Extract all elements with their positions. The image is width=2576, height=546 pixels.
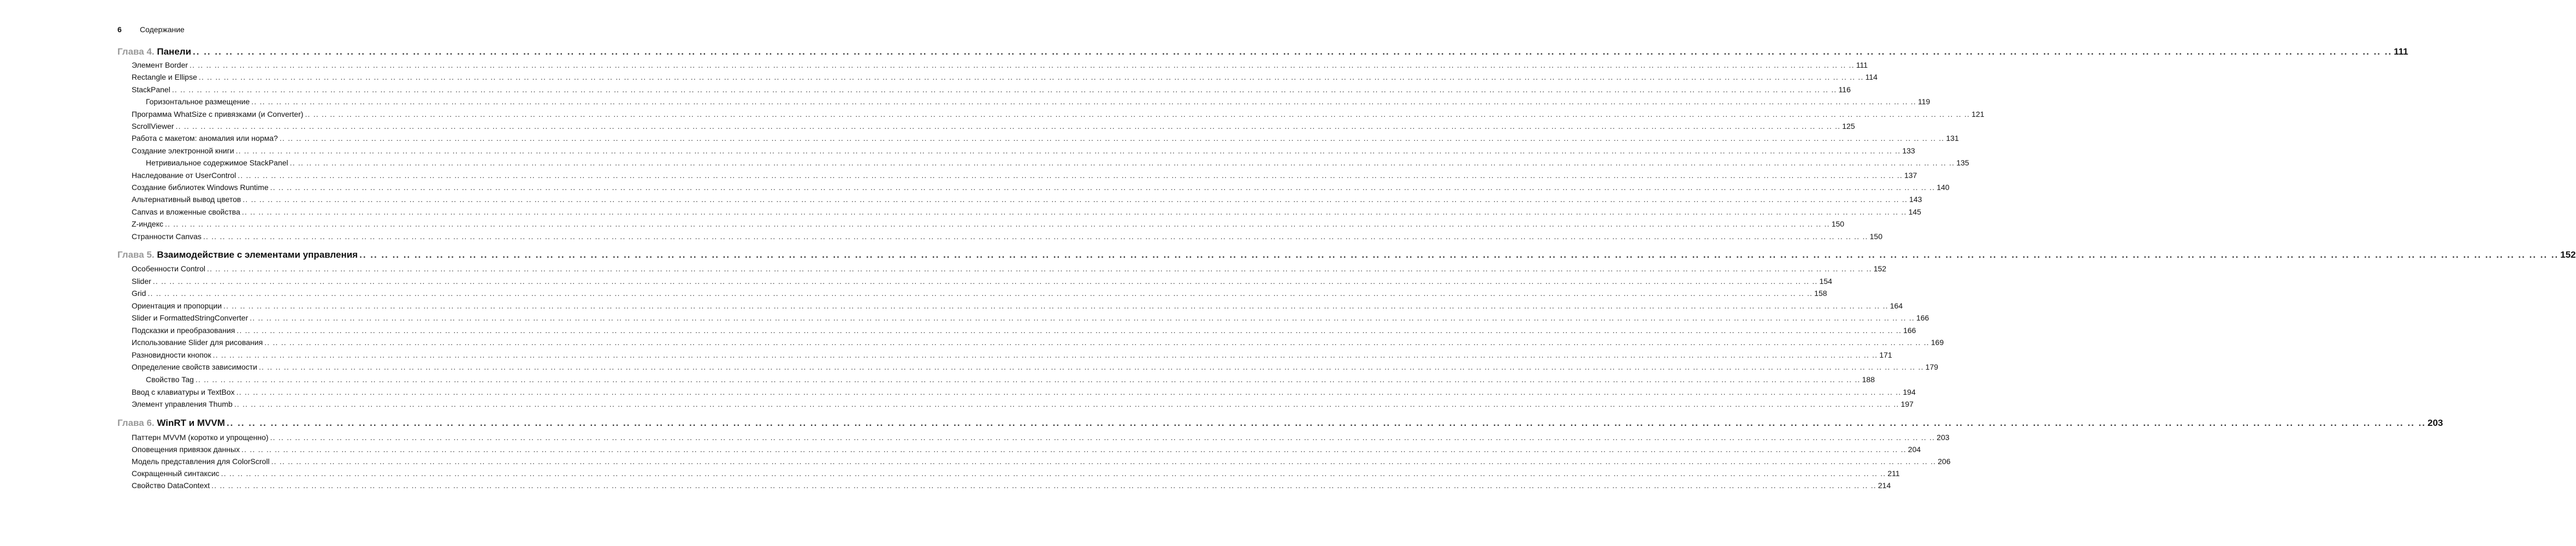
toc-entry (132, 134, 1959, 143)
entry-page: 197 (1900, 400, 1914, 409)
entry-title: Rectangle и Ellipse (132, 73, 197, 82)
dot-leader: .. .. .. .. .. .. .. .. .. .. .. .. .. .. .. .. .. .. .. .. .. .. .. .. .. .. .. .. .. .. .. .. .. .. .. .. .. .. .. .. .. .. .. .. .. .. .. .. .. .. .. .. .. .. .. .. .. .. .. .. .. .. .. .. .. .. .. .. .. .. .. .. .. .. .. .. .. .. .. .. .. .. .. .. .. .. .. .. .. .. .. .. .. .. .. .. .. .. .. .. .. .. .. .. .. .. .. .. .. .. .. .. .. .. .. .. .. .. .. .. .. .. .. .. .. .. .. .. .. .. .. .. .. .. .. .. .. .. .. .. .. .. .. .. .. .. .. .. .. .. .. .. .. .. .. .. .. .. .. .. .. .. .. .. .. .. .. .. .. .. .. .. .. .. .. .. .. .. .. .. .. .. .. .. .. .. .. .. .. .. .. .. .. .. .. .. .. .. .. .. (289, 158, 1955, 168)
chapter-label (117, 46, 193, 57)
toc-entry (132, 207, 1921, 216)
dot-leader: .. .. .. .. .. .. .. .. .. .. .. .. .. .. .. .. .. .. .. .. .. .. .. .. .. .. .. .. .. .. .. .. .. .. .. .. .. .. .. .. .. .. .. .. .. .. .. .. .. .. .. .. .. .. .. .. .. .. .. .. .. .. .. .. .. .. .. .. .. .. .. .. .. .. .. .. .. .. .. .. .. .. .. .. .. .. .. .. .. .. .. .. .. .. .. .. .. .. .. .. .. .. .. .. .. .. .. .. .. .. .. .. .. .. .. .. .. .. .. .. .. .. .. .. .. .. .. .. .. .. .. .. .. .. .. .. .. .. .. .. .. .. .. .. .. .. .. .. .. .. .. .. .. .. .. .. .. .. .. .. .. .. .. .. .. .. .. .. .. .. .. .. .. .. .. .. .. .. .. .. .. .. .. .. .. .. .. .. .. .. .. .. .. .. .. .. .. .. .. .. (270, 433, 1935, 442)
toc-entry (132, 400, 1914, 409)
entry-page: 121 (1971, 109, 1985, 118)
dot-leader: .. .. .. .. .. .. .. .. .. .. .. .. .. .. .. .. .. .. .. .. .. .. .. .. .. .. .. .. .. .. .. .. .. .. .. .. .. .. .. .. .. .. .. .. .. .. .. .. .. .. .. .. .. .. .. .. .. .. .. .. .. .. .. .. .. .. .. .. .. .. .. .. .. .. .. .. .. .. .. .. .. .. .. .. .. .. .. .. .. .. .. .. .. .. .. .. .. .. .. .. .. .. .. .. .. .. .. .. .. .. .. .. .. .. .. .. .. .. .. .. .. .. .. .. .. .. .. .. .. .. .. .. .. .. .. .. .. .. .. .. .. .. .. .. .. .. .. .. .. .. .. .. .. .. .. .. .. .. .. .. .. .. .. .. .. .. .. .. .. .. .. .. .. .. .. .. .. .. .. .. .. .. .. .. .. .. .. .. .. .. .. .. .. .. .. .. .. .. .. .. (212, 350, 1878, 359)
entry-page: 204 (1908, 445, 1921, 454)
dot-leader: .. .. .. .. .. .. .. .. .. .. .. .. .. .. .. .. .. .. .. .. .. .. .. .. .. .. .. .. .. .. .. .. .. .. .. .. .. .. .. .. .. .. .. .. .. .. .. .. .. .. .. .. .. .. .. .. .. .. .. .. .. .. .. .. .. .. .. .. .. .. .. .. .. .. .. .. .. .. .. .. .. .. .. .. .. .. .. .. .. .. .. .. .. .. .. .. .. .. .. .. .. .. .. .. .. .. .. .. .. .. .. .. .. .. .. .. .. .. .. .. .. .. .. .. .. .. .. .. .. .. .. .. .. .. .. .. .. .. .. .. .. .. .. .. .. .. .. .. .. .. .. .. .. .. .. .. .. .. .. .. .. .. .. .. .. .. .. .. .. .. .. .. .. .. .. .. .. .. .. .. .. .. .. .. .. .. .. .. .. .. .. .. .. .. .. .. .. .. .. .. (236, 387, 1902, 396)
entry-page: 169 (1930, 338, 1944, 347)
toc-entry (132, 433, 1950, 442)
entry-title: Создание электронной книги (132, 146, 234, 155)
dot-leader: .. .. .. .. .. .. .. .. .. .. .. .. .. .. .. .. .. .. .. .. .. .. .. .. .. .. .. .. .. .. .. .. .. .. .. .. .. .. .. .. .. .. .. .. .. .. .. .. .. .. .. .. .. .. .. .. .. .. .. .. .. .. .. .. .. .. .. .. .. .. .. .. .. .. .. .. .. .. .. .. .. .. .. .. .. .. .. .. .. .. .. .. .. .. .. .. .. .. .. .. .. .. .. .. .. .. .. .. .. .. .. .. .. .. .. .. .. .. .. .. .. .. .. .. .. .. .. .. .. .. .. .. .. .. .. .. .. .. .. .. .. .. .. .. .. .. .. .. .. .. .. .. .. .. .. .. .. .. .. .. .. .. .. .. .. .. .. .. .. .. .. .. .. .. .. .. .. .. .. .. .. .. .. .. .. .. .. .. .. .. .. .. .. .. .. .. .. .. .. .. (223, 301, 1888, 310)
entry-title: StackPanel (132, 85, 170, 94)
toc-entry (132, 232, 1882, 241)
chapter-label (117, 250, 359, 260)
entry-title: Свойство DataContext (132, 481, 210, 490)
toc-entry (132, 445, 1921, 454)
chapter-page: 111 (2394, 46, 2408, 57)
dot-leader: .. .. .. .. .. .. .. .. .. .. .. .. .. .. .. .. .. .. .. .. .. .. .. .. .. .. .. .. .. .. .. .. .. .. .. .. .. .. .. .. .. .. .. .. .. .. .. .. .. .. .. .. .. .. .. .. .. .. .. .. .. .. .. .. .. .. .. .. .. .. .. .. .. .. .. .. .. .. .. .. .. .. .. .. .. .. .. .. .. .. .. .. .. .. .. .. .. .. .. .. .. .. .. .. .. .. .. .. .. .. .. .. .. .. .. .. .. .. .. .. .. .. .. .. .. .. .. .. .. .. .. .. .. .. .. .. .. .. .. .. .. .. .. .. .. .. .. .. .. .. .. .. .. .. .. .. .. .. .. .. .. .. .. .. .. .. .. .. .. .. .. .. .. .. .. .. .. .. .. .. .. .. .. .. .. .. .. .. .. .. .. .. .. .. .. .. .. .. .. .. (251, 97, 1916, 106)
dot-leader: .. .. .. .. .. .. .. .. .. .. .. .. .. .. .. .. .. .. .. .. .. .. .. .. .. .. .. .. .. .. .. .. .. .. .. .. .. .. .. .. .. .. .. .. .. .. .. .. .. .. .. .. .. .. .. .. .. .. .. .. .. .. .. .. .. .. .. .. .. .. .. .. .. .. .. .. .. .. .. .. .. .. .. .. .. .. .. .. .. .. .. .. .. .. .. .. .. .. .. .. .. .. .. .. .. .. .. .. .. .. .. .. .. .. .. .. .. .. .. .. .. .. .. .. .. .. .. .. .. .. .. .. .. .. .. .. .. .. .. .. .. .. .. .. .. .. .. .. .. .. .. .. .. .. .. .. .. .. .. .. .. .. .. .. .. .. .. .. .. .. .. .. .. .. .. .. .. .. .. .. .. .. .. .. .. .. .. .. .. .. .. .. .. .. .. .. .. .. .. .. (147, 289, 1813, 298)
entry-page: 206 (1938, 457, 1951, 466)
toc-entry (132, 350, 1892, 359)
entry-title: Программа WhatSize с привязками (и Converter) (132, 109, 304, 118)
dot-leader: .. .. .. .. .. .. .. .. .. .. .. .. .. .. .. .. .. .. .. .. .. .. .. .. .. .. .. .. .. .. .. .. .. .. .. .. .. .. .. .. .. .. .. .. .. .. .. .. .. .. .. .. .. .. .. .. .. .. .. .. .. .. .. .. .. .. .. .. .. .. .. .. .. .. .. .. .. .. .. .. .. .. .. .. .. .. .. .. .. .. .. .. .. .. .. .. .. .. .. .. .. .. .. .. .. .. .. .. .. .. .. .. .. .. .. .. .. .. .. .. .. .. .. .. .. .. .. .. .. .. .. .. .. .. .. .. .. .. .. .. .. .. .. .. .. .. .. .. .. .. .. .. .. .. .. .. .. .. .. .. .. .. .. .. .. .. .. .. .. .. .. .. .. .. .. .. .. .. .. .. .. .. .. .. .. .. .. .. .. .. .. .. .. .. .. .. .. .. .. .. (211, 481, 1876, 490)
page-number: 6 (117, 25, 122, 34)
dot-leader: .. .. .. .. .. .. .. .. .. .. .. .. .. .. .. .. .. .. .. .. .. .. .. .. .. .. .. .. .. .. .. .. .. .. .. .. .. .. .. .. .. .. .. .. .. .. .. .. .. .. .. .. .. .. .. .. .. .. .. .. .. .. .. .. .. .. .. .. .. .. .. .. .. .. .. .. .. .. .. .. .. .. .. .. .. .. .. .. .. .. .. .. .. .. .. .. .. .. .. .. .. .. .. .. .. .. .. .. .. .. .. .. .. .. .. .. .. .. .. .. .. .. .. .. .. .. .. .. .. .. .. .. .. .. .. .. .. .. .. .. .. .. .. .. .. .. .. .. .. .. .. .. .. .. .. .. .. .. .. .. .. .. .. .. .. .. .. .. .. .. .. .. .. .. .. .. .. .. .. .. .. .. .. .. .. .. .. .. .. .. .. .. .. .. .. .. .. .. .. .. (279, 134, 1945, 143)
entry-title: Свойство Tag (146, 375, 194, 384)
toc-entry (132, 122, 1855, 130)
chapter-label (117, 418, 227, 429)
dot-leader: .. .. .. .. .. .. .. .. .. .. .. .. .. .. .. .. .. .. .. .. .. .. .. .. .. .. .. .. .. .. .. .. .. .. .. .. .. .. .. .. .. .. .. .. .. .. .. .. .. .. .. .. .. .. .. .. .. .. .. .. .. .. .. .. .. .. .. .. .. .. .. .. .. .. .. .. .. .. .. .. .. .. .. .. .. .. .. .. .. .. .. .. .. .. .. .. .. .. .. .. .. .. .. .. .. .. .. .. .. .. .. .. .. .. .. .. .. .. .. .. .. .. .. .. .. .. .. .. .. .. .. .. .. .. .. .. .. .. .. .. .. .. .. .. .. .. .. .. .. .. .. .. .. .. .. .. .. .. .. .. .. .. .. .. .. .. .. .. .. .. .. .. .. .. .. .. .. .. .. .. .. .. .. .. .. .. .. .. .. .. .. .. .. .. .. .. .. .. .. .. (241, 445, 1906, 454)
entry-title: Сокращенный синтаксис (132, 469, 220, 478)
dot-leader: .. .. .. .. .. .. .. .. .. .. .. .. .. .. .. .. .. .. .. .. .. .. .. .. .. .. .. .. .. .. .. .. .. .. .. .. .. .. .. .. .. .. .. .. .. .. .. .. .. .. .. .. .. .. .. .. .. .. .. .. .. .. .. .. .. .. .. .. .. .. .. .. .. .. .. .. .. .. .. .. .. .. .. .. .. .. .. .. .. .. .. .. .. .. .. .. .. .. .. .. .. .. .. .. .. .. .. .. .. .. .. .. .. .. .. .. .. .. .. .. .. .. .. .. .. .. .. .. .. .. .. .. .. .. .. .. .. .. .. .. .. .. .. .. .. .. .. .. .. .. .. .. .. .. .. .. .. .. .. .. .. .. .. .. .. .. .. .. .. .. .. .. .. .. .. .. .. .. .. .. .. .. .. .. .. .. .. .. .. .. .. .. .. .. .. .. .. .. .. .. (206, 264, 1872, 273)
entry-title: Slider (132, 276, 151, 286)
toc-entry (132, 183, 1950, 192)
entry-title: Наследование от UserControl (132, 170, 236, 180)
toc-entry (132, 170, 1917, 180)
dot-leader: .. .. .. .. .. .. .. .. .. .. .. .. .. .. .. .. .. .. .. .. .. .. .. .. .. .. .. .. .. .. .. .. .. .. .. .. .. .. .. .. .. .. .. .. .. .. .. .. .. .. .. .. .. .. .. .. .. .. .. .. .. .. .. .. .. .. .. .. .. .. .. .. .. .. .. .. .. .. .. .. .. .. .. .. .. .. .. .. .. .. .. .. .. .. .. .. .. .. .. .. .. .. .. .. .. .. .. .. .. .. .. .. .. .. .. .. .. .. .. .. .. .. .. .. .. .. .. .. .. .. .. .. .. .. .. .. .. .. .. .. .. .. .. .. .. .. .. .. .. .. .. .. .. .. .. .. .. .. .. .. .. .. .. .. .. .. .. .. .. .. .. .. .. .. .. .. .. .. .. .. .. .. .. .. .. .. .. .. .. .. .. .. .. .. .. .. .. .. .. .. (175, 122, 1841, 130)
entry-title: Разновидности кнопок (132, 350, 211, 359)
entry-title: Элемент Border (132, 61, 188, 69)
entry-title: Горизонтальное размещение (146, 97, 250, 106)
entry-page: 154 (1819, 276, 1832, 286)
toc-entry (132, 73, 1878, 82)
entry-page: 133 (1902, 146, 1915, 155)
toc-entry (146, 158, 1969, 168)
entry-page: 114 (1865, 73, 1878, 82)
chapter-page: 203 (2427, 418, 2443, 428)
dot-leader: .. .. .. .. .. .. .. .. .. .. .. .. .. .. .. .. .. .. .. .. .. .. .. .. .. .. .. .. .. .. .. .. .. .. .. .. .. .. .. .. .. .. .. .. .. .. .. .. .. .. .. .. .. .. .. .. .. .. .. .. .. .. .. .. .. .. .. .. .. .. .. .. .. .. .. .. .. .. .. .. .. .. .. .. .. .. .. .. .. .. .. .. .. .. .. .. .. .. .. .. .. .. .. .. .. .. .. .. .. .. .. .. .. .. .. .. .. .. .. .. .. .. .. .. .. .. .. .. .. .. .. .. .. .. .. .. .. .. .. .. .. .. .. .. .. .. .. .. .. .. .. .. .. .. .. .. .. .. .. .. .. .. .. .. .. .. .. .. .. .. .. .. .. .. .. .. .. .. .. .. .. .. .. .. .. .. .. .. .. .. .. .. .. .. .. .. .. .. .. .. (258, 363, 1924, 372)
dot-leader: .. .. .. .. .. .. .. .. .. .. .. .. .. .. .. .. .. .. .. .. .. .. .. .. .. .. .. .. .. .. .. .. .. .. .. .. .. .. .. .. .. .. .. .. .. .. .. .. .. .. .. .. .. .. .. .. .. .. .. .. .. .. .. .. .. .. .. .. .. .. .. .. .. .. .. .. .. .. .. .. .. .. .. .. .. .. .. .. .. .. .. .. .. .. .. .. .. .. .. .. .. .. .. .. .. .. .. .. .. .. .. .. .. .. .. .. .. .. .. .. .. .. .. .. .. .. .. .. .. .. .. .. .. .. .. .. .. .. .. .. .. .. .. .. .. .. .. .. .. .. .. .. .. .. .. .. .. .. .. .. .. .. .. .. .. .. .. .. .. .. .. .. .. .. .. .. .. .. .. .. .. .. .. .. .. .. .. .. .. .. .. .. .. .. .. .. .. .. .. .. (190, 61, 1855, 69)
dot-leader: .. .. .. .. .. .. .. .. .. .. .. .. .. .. .. .. .. .. .. .. .. .. .. .. .. .. .. .. .. .. .. .. .. .. .. .. .. .. .. .. .. .. .. .. .. .. .. .. .. .. .. .. .. .. .. .. .. .. .. .. .. .. .. .. .. .. .. .. .. .. .. .. .. .. .. .. .. .. .. .. .. .. .. .. .. .. .. .. .. .. .. .. .. .. .. .. .. .. .. .. .. .. .. .. .. .. .. .. .. .. .. .. .. .. .. .. .. .. .. .. .. .. .. .. .. .. .. .. .. .. .. .. .. .. .. .. .. .. .. .. .. .. .. .. .. .. .. .. .. .. .. .. .. .. .. .. .. .. .. .. .. .. .. .. .. .. .. .. .. .. .. .. .. .. .. .. .. .. .. .. .. .. .. .. .. .. .. .. .. .. .. .. .. .. .. .. .. .. .. .. (234, 400, 1899, 409)
entry-page: 116 (1838, 85, 1851, 94)
entry-page: 140 (1937, 183, 1950, 192)
chapter-prefix: Глава 6. (117, 418, 155, 428)
toc-entry (132, 363, 1939, 372)
dot-leader: .. .. .. .. .. .. .. .. .. .. .. .. .. .. .. .. .. .. .. .. .. .. .. .. .. .. .. .. .. .. .. .. .. .. .. .. .. .. .. .. .. .. .. .. .. .. .. .. .. .. .. .. .. .. .. .. .. .. .. .. .. .. .. .. .. .. .. .. .. .. .. .. .. .. .. .. .. .. .. .. .. .. .. .. .. .. .. .. .. .. .. .. .. .. .. .. .. .. .. .. .. .. .. .. .. .. .. .. .. .. .. .. .. .. .. .. .. .. .. .. .. .. .. .. .. .. .. .. .. .. .. .. .. .. .. .. .. .. .. .. .. .. .. .. .. .. .. .. .. .. .. .. .. .. .. .. .. .. .. .. .. .. .. .. .. .. .. .. .. .. .. .. .. .. .. .. .. .. .. .. .. .. .. .. .. .. .. .. .. .. .. .. .. .. .. .. .. .. .. .. (359, 250, 2559, 260)
entry-title: ScrollViewer (132, 122, 174, 130)
entry-title: Z-индекс (132, 219, 164, 229)
chapter-title: WinRT и MVVM (157, 418, 225, 428)
toc-entry (146, 97, 1930, 106)
toc-entry (132, 61, 1868, 69)
dot-leader: .. .. .. .. .. .. .. .. .. .. .. .. .. .. .. .. .. .. .. .. .. .. .. .. .. .. .. .. .. .. .. .. .. .. .. .. .. .. .. .. .. .. .. .. .. .. .. .. .. .. .. .. .. .. .. .. .. .. .. .. .. .. .. .. .. .. .. .. .. .. .. .. .. .. .. .. .. .. .. .. .. .. .. .. .. .. .. .. .. .. .. .. .. .. .. .. .. .. .. .. .. .. .. .. .. .. .. .. .. .. .. .. .. .. .. .. .. .. .. .. .. .. .. .. .. .. .. .. .. .. .. .. .. .. .. .. .. .. .. .. .. .. .. .. .. .. .. .. .. .. .. .. .. .. .. .. .. .. .. .. .. .. .. .. .. .. .. .. .. .. .. .. .. .. .. .. .. .. .. .. .. .. .. .. .. .. .. .. .. .. .. .. .. .. .. .. .. .. .. .. (171, 85, 1837, 94)
toc-entry (132, 469, 1900, 478)
entry-page: 111 (1856, 61, 1868, 69)
entry-page: 150 (1831, 219, 1845, 229)
dot-leader: .. .. .. .. .. .. .. .. .. .. .. .. .. .. .. .. .. .. .. .. .. .. .. .. .. .. .. .. .. .. .. .. .. .. .. .. .. .. .. .. .. .. .. .. .. .. .. .. .. .. .. .. .. .. .. .. .. .. .. .. .. .. .. .. .. .. .. .. .. .. .. .. .. .. .. .. .. .. .. .. .. .. .. .. .. .. .. .. .. .. .. .. .. .. .. .. .. .. .. .. .. .. .. .. .. .. .. .. .. .. .. .. .. .. .. .. .. .. .. .. .. .. .. .. .. .. .. .. .. .. .. .. .. .. .. .. .. .. .. .. .. .. .. .. .. .. .. .. .. .. .. .. .. .. .. .. .. .. .. .. .. .. .. .. .. .. .. .. .. .. .. .. .. .. .. .. .. .. .. .. .. .. .. .. .. .. .. .. .. .. .. .. .. .. .. .. .. .. .. .. (238, 170, 1903, 180)
entry-page: 171 (1879, 350, 1892, 359)
dot-leader: .. .. .. .. .. .. .. .. .. .. .. .. .. .. .. .. .. .. .. .. .. .. .. .. .. .. .. .. .. .. .. .. .. .. .. .. .. .. .. .. .. .. .. .. .. .. .. .. .. .. .. .. .. .. .. .. .. .. .. .. .. .. .. .. .. .. .. .. .. .. .. .. .. .. .. .. .. .. .. .. .. .. .. .. .. .. .. .. .. .. .. .. .. .. .. .. .. .. .. .. .. .. .. .. .. .. .. .. .. .. .. .. .. .. .. .. .. .. .. .. .. .. .. .. .. .. .. .. .. .. .. .. .. .. .. .. .. .. .. .. .. .. .. .. .. .. .. .. .. .. .. .. .. .. .. .. .. .. .. .. .. .. .. .. .. .. .. .. .. .. .. .. .. .. .. .. .. .. .. .. .. .. .. .. .. .. .. .. .. .. .. .. .. .. .. .. .. .. .. .. (270, 183, 1935, 192)
running-header (117, 25, 185, 34)
dot-leader: .. .. .. .. .. .. .. .. .. .. .. .. .. .. .. .. .. .. .. .. .. .. .. .. .. .. .. .. .. .. .. .. .. .. .. .. .. .. .. .. .. .. .. .. .. .. .. .. .. .. .. .. .. .. .. .. .. .. .. .. .. .. .. .. .. .. .. .. .. .. .. .. .. .. .. .. .. .. .. .. .. .. .. .. .. .. .. .. .. .. .. .. .. .. .. .. .. .. .. .. .. .. .. .. .. .. .. .. .. .. .. .. .. .. .. .. .. .. .. .. .. .. .. .. .. .. .. .. .. .. .. .. .. .. .. .. .. .. .. .. .. .. .. .. .. .. .. .. .. .. .. .. .. .. .. .. .. .. .. .. .. .. .. .. .. .. .. .. .. .. .. .. .. .. .. .. .. .. .. .. .. .. .. .. .. .. .. .. .. .. .. .. .. .. .. .. .. .. .. .. (203, 232, 1868, 241)
chapter-page: 152 (2560, 250, 2576, 260)
entry-page: 194 (1903, 387, 1916, 396)
entry-title: Особенности Control (132, 264, 205, 273)
dot-leader: .. .. .. .. .. .. .. .. .. .. .. .. .. .. .. .. .. .. .. .. .. .. .. .. .. .. .. .. .. .. .. .. .. .. .. .. .. .. .. .. .. .. .. .. .. .. .. .. .. .. .. .. .. .. .. .. .. .. .. .. .. .. .. .. .. .. .. .. .. .. .. .. .. .. .. .. .. .. .. .. .. .. .. .. .. .. .. .. .. .. .. .. .. .. .. .. .. .. .. .. .. .. .. .. .. .. .. .. .. .. .. .. .. .. .. .. .. .. .. .. .. .. .. .. .. .. .. .. .. .. .. .. .. .. .. .. .. .. .. .. .. .. .. .. .. .. .. .. .. .. .. .. .. .. .. .. .. .. .. .. .. .. .. .. .. .. .. .. .. .. .. .. .. .. .. .. .. .. .. .. .. .. .. .. .. .. .. .. .. .. .. .. .. .. .. .. .. .. .. .. (236, 325, 1902, 335)
chapter-heading (117, 46, 2408, 57)
dot-leader: .. .. .. .. .. .. .. .. .. .. .. .. .. .. .. .. .. .. .. .. .. .. .. .. .. .. .. .. .. .. .. .. .. .. .. .. .. .. .. .. .. .. .. .. .. .. .. .. .. .. .. .. .. .. .. .. .. .. .. .. .. .. .. .. .. .. .. .. .. .. .. .. .. .. .. .. .. .. .. .. .. .. .. .. .. .. .. .. .. .. .. .. .. .. .. .. .. .. .. .. .. .. .. .. .. .. .. .. .. .. .. .. .. .. .. .. .. .. .. .. .. .. .. .. .. .. .. .. .. .. .. .. .. .. .. .. .. .. .. .. .. .. .. .. .. .. .. .. .. .. .. .. .. .. .. .. .. .. .. .. .. .. .. .. .. .. .. .. .. .. .. .. .. .. .. .. .. .. .. .. .. .. .. .. .. .. .. .. .. .. .. .. .. .. .. .. .. .. .. .. (235, 146, 1901, 155)
entry-page: 188 (1862, 375, 1875, 384)
toc-entry (132, 338, 1944, 347)
entry-page: 145 (1908, 207, 1921, 216)
entry-page: 164 (1890, 301, 1903, 310)
entry-title: Работа с макетом: аномалия или норма? (132, 134, 278, 143)
entry-title: Подсказки и преобразования (132, 325, 235, 335)
entry-page: 214 (1878, 481, 1891, 490)
toc-entry (132, 219, 1845, 229)
dot-leader: .. .. .. .. .. .. .. .. .. .. .. .. .. .. .. .. .. .. .. .. .. .. .. .. .. .. .. .. .. .. .. .. .. .. .. .. .. .. .. .. .. .. .. .. .. .. .. .. .. .. .. .. .. .. .. .. .. .. .. .. .. .. .. .. .. .. .. .. .. .. .. .. .. .. .. .. .. .. .. .. .. .. .. .. .. .. .. .. .. .. .. .. .. .. .. .. .. .. .. .. .. .. .. .. .. .. .. .. .. .. .. .. .. .. .. .. .. .. .. .. .. .. .. .. .. .. .. .. .. .. .. .. .. .. .. .. .. .. .. .. .. .. .. .. .. .. .. .. .. .. .. .. .. .. .. .. .. .. .. .. .. .. .. .. .. .. .. .. .. .. .. .. .. .. .. .. .. .. .. .. .. .. .. .. .. .. .. .. .. .. .. .. .. .. .. .. .. .. .. .. (226, 418, 2426, 428)
toc-entry (132, 387, 1916, 396)
chapter-title: Взаимодействие с элементами управления (157, 250, 358, 260)
entry-title: Альтернативный вывод цветов (132, 195, 241, 204)
entry-title: Создание библиотек Windows Runtime (132, 183, 269, 192)
dot-leader: .. .. .. .. .. .. .. .. .. .. .. .. .. .. .. .. .. .. .. .. .. .. .. .. .. .. .. .. .. .. .. .. .. .. .. .. .. .. .. .. .. .. .. .. .. .. .. .. .. .. .. .. .. .. .. .. .. .. .. .. .. .. .. .. .. .. .. .. .. .. .. .. .. .. .. .. .. .. .. .. .. .. .. .. .. .. .. .. .. .. .. .. .. .. .. .. .. .. .. .. .. .. .. .. .. .. .. .. .. .. .. .. .. .. .. .. .. .. .. .. .. .. .. .. .. .. .. .. .. .. .. .. .. .. .. .. .. .. .. .. .. .. .. .. .. .. .. .. .. .. .. .. .. .. .. .. .. .. .. .. .. .. .. .. .. .. .. .. .. .. .. .. .. .. .. .. .. .. .. .. .. .. .. .. .. .. .. .. .. .. .. .. .. .. .. .. .. .. .. .. (305, 109, 1970, 118)
entry-title: Ориентация и пропорции (132, 301, 222, 310)
entry-page: 125 (1842, 122, 1855, 130)
entry-title: Использование Slider для рисования (132, 338, 263, 347)
dot-leader: .. .. .. .. .. .. .. .. .. .. .. .. .. .. .. .. .. .. .. .. .. .. .. .. .. .. .. .. .. .. .. .. .. .. .. .. .. .. .. .. .. .. .. .. .. .. .. .. .. .. .. .. .. .. .. .. .. .. .. .. .. .. .. .. .. .. .. .. .. .. .. .. .. .. .. .. .. .. .. .. .. .. .. .. .. .. .. .. .. .. .. .. .. .. .. .. .. .. .. .. .. .. .. .. .. .. .. .. .. .. .. .. .. .. .. .. .. .. .. .. .. .. .. .. .. .. .. .. .. .. .. .. .. .. .. .. .. .. .. .. .. .. .. .. .. .. .. .. .. .. .. .. .. .. .. .. .. .. .. .. .. .. .. .. .. .. .. .. .. .. .. .. .. .. .. .. .. .. .. .. .. .. .. .. .. .. .. .. .. .. .. .. .. .. .. .. .. .. .. .. (250, 313, 1915, 323)
dot-leader: .. .. .. .. .. .. .. .. .. .. .. .. .. .. .. .. .. .. .. .. .. .. .. .. .. .. .. .. .. .. .. .. .. .. .. .. .. .. .. .. .. .. .. .. .. .. .. .. .. .. .. .. .. .. .. .. .. .. .. .. .. .. .. .. .. .. .. .. .. .. .. .. .. .. .. .. .. .. .. .. .. .. .. .. .. .. .. .. .. .. .. .. .. .. .. .. .. .. .. .. .. .. .. .. .. .. .. .. .. .. .. .. .. .. .. .. .. .. .. .. .. .. .. .. .. .. .. .. .. .. .. .. .. .. .. .. .. .. .. .. .. .. .. .. .. .. .. .. .. .. .. .. .. .. .. .. .. .. .. .. .. .. .. .. .. .. .. .. .. .. .. .. .. .. .. .. .. .. .. .. .. .. .. .. .. .. .. .. .. .. .. .. .. .. .. .. .. .. .. .. (241, 207, 1907, 216)
toc-entry (132, 325, 1916, 335)
entry-title: Модель представления для ColorScroll (132, 457, 270, 466)
chapter-heading (117, 250, 2576, 260)
entry-title: Паттерн MVVM (коротко и упрощенно) (132, 433, 269, 442)
entry-title: Canvas и вложенные свойства (132, 207, 240, 216)
entry-title: Grid (132, 289, 146, 298)
entry-page: 143 (1909, 195, 1922, 204)
dot-leader: .. .. .. .. .. .. .. .. .. .. .. .. .. .. .. .. .. .. .. .. .. .. .. .. .. .. .. .. .. .. .. .. .. .. .. .. .. .. .. .. .. .. .. .. .. .. .. .. .. .. .. .. .. .. .. .. .. .. .. .. .. .. .. .. .. .. .. .. .. .. .. .. .. .. .. .. .. .. .. .. .. .. .. .. .. .. .. .. .. .. .. .. .. .. .. .. .. .. .. .. .. .. .. .. .. .. .. .. .. .. .. .. .. .. .. .. .. .. .. .. .. .. .. .. .. .. .. .. .. .. .. .. .. .. .. .. .. .. .. .. .. .. .. .. .. .. .. .. .. .. .. .. .. .. .. .. .. .. .. .. .. .. .. .. .. .. .. .. .. .. .. .. .. .. .. .. .. .. .. .. .. .. .. .. .. .. .. .. .. .. .. .. .. .. .. .. .. .. .. .. (193, 46, 2393, 57)
entry-title: Нетривиальное содержимое StackPanel (146, 158, 288, 168)
dot-leader: .. .. .. .. .. .. .. .. .. .. .. .. .. .. .. .. .. .. .. .. .. .. .. .. .. .. .. .. .. .. .. .. .. .. .. .. .. .. .. .. .. .. .. .. .. .. .. .. .. .. .. .. .. .. .. .. .. .. .. .. .. .. .. .. .. .. .. .. .. .. .. .. .. .. .. .. .. .. .. .. .. .. .. .. .. .. .. .. .. .. .. .. .. .. .. .. .. .. .. .. .. .. .. .. .. .. .. .. .. .. .. .. .. .. .. .. .. .. .. .. .. .. .. .. .. .. .. .. .. .. .. .. .. .. .. .. .. .. .. .. .. .. .. .. .. .. .. .. .. .. .. .. .. .. .. .. .. .. .. .. .. .. .. .. .. .. .. .. .. .. .. .. .. .. .. .. .. .. .. .. .. .. .. .. .. .. .. .. .. .. .. .. .. .. .. .. .. .. .. .. (271, 457, 1937, 466)
entry-title: Элемент управления Thumb (132, 400, 233, 409)
dot-leader: .. .. .. .. .. .. .. .. .. .. .. .. .. .. .. .. .. .. .. .. .. .. .. .. .. .. .. .. .. .. .. .. .. .. .. .. .. .. .. .. .. .. .. .. .. .. .. .. .. .. .. .. .. .. .. .. .. .. .. .. .. .. .. .. .. .. .. .. .. .. .. .. .. .. .. .. .. .. .. .. .. .. .. .. .. .. .. .. .. .. .. .. .. .. .. .. .. .. .. .. .. .. .. .. .. .. .. .. .. .. .. .. .. .. .. .. .. .. .. .. .. .. .. .. .. .. .. .. .. .. .. .. .. .. .. .. .. .. .. .. .. .. .. .. .. .. .. .. .. .. .. .. .. .. .. .. .. .. .. .. .. .. .. .. .. .. .. .. .. .. .. .. .. .. .. .. .. .. .. .. .. .. .. .. .. .. .. .. .. .. .. .. .. .. .. .. .. .. .. .. (242, 195, 1908, 204)
entry-title: Странности Canvas (132, 232, 202, 241)
dot-leader: .. .. .. .. .. .. .. .. .. .. .. .. .. .. .. .. .. .. .. .. .. .. .. .. .. .. .. .. .. .. .. .. .. .. .. .. .. .. .. .. .. .. .. .. .. .. .. .. .. .. .. .. .. .. .. .. .. .. .. .. .. .. .. .. .. .. .. .. .. .. .. .. .. .. .. .. .. .. .. .. .. .. .. .. .. .. .. .. .. .. .. .. .. .. .. .. .. .. .. .. .. .. .. .. .. .. .. .. .. .. .. .. .. .. .. .. .. .. .. .. .. .. .. .. .. .. .. .. .. .. .. .. .. .. .. .. .. .. .. .. .. .. .. .. .. .. .. .. .. .. .. .. .. .. .. .. .. .. .. .. .. .. .. .. .. .. .. .. .. .. .. .. .. .. .. .. .. .. .. .. .. .. .. .. .. .. .. .. .. .. .. .. .. .. .. .. .. .. .. .. (195, 375, 1861, 384)
chapter-prefix: Глава 5. (117, 250, 155, 260)
entry-page: 150 (1869, 232, 1882, 241)
toc-entry (132, 264, 1887, 273)
toc-entry (132, 85, 1851, 94)
dot-leader: .. .. .. .. .. .. .. .. .. .. .. .. .. .. .. .. .. .. .. .. .. .. .. .. .. .. .. .. .. .. .. .. .. .. .. .. .. .. .. .. .. .. .. .. .. .. .. .. .. .. .. .. .. .. .. .. .. .. .. .. .. .. .. .. .. .. .. .. .. .. .. .. .. .. .. .. .. .. .. .. .. .. .. .. .. .. .. .. .. .. .. .. .. .. .. .. .. .. .. .. .. .. .. .. .. .. .. .. .. .. .. .. .. .. .. .. .. .. .. .. .. .. .. .. .. .. .. .. .. .. .. .. .. .. .. .. .. .. .. .. .. .. .. .. .. .. .. .. .. .. .. .. .. .. .. .. .. .. .. .. .. .. .. .. .. .. .. .. .. .. .. .. .. .. .. .. .. .. .. .. .. .. .. .. .. .. .. .. .. .. .. .. .. .. .. .. .. .. .. .. (198, 73, 1864, 82)
entry-page: 152 (1873, 264, 1887, 273)
toc-entry (132, 481, 1891, 490)
chapter-heading (117, 418, 2443, 429)
toc-entry (146, 375, 1875, 384)
toc-entry (132, 301, 1903, 310)
entry-page: 211 (1887, 469, 1900, 478)
chapter-prefix: Глава 4. (117, 46, 155, 57)
entry-title: Slider и FormattedStringConverter (132, 313, 248, 323)
dot-leader: .. .. .. .. .. .. .. .. .. .. .. .. .. .. .. .. .. .. .. .. .. .. .. .. .. .. .. .. .. .. .. .. .. .. .. .. .. .. .. .. .. .. .. .. .. .. .. .. .. .. .. .. .. .. .. .. .. .. .. .. .. .. .. .. .. .. .. .. .. .. .. .. .. .. .. .. .. .. .. .. .. .. .. .. .. .. .. .. .. .. .. .. .. .. .. .. .. .. .. .. .. .. .. .. .. .. .. .. .. .. .. .. .. .. .. .. .. .. .. .. .. .. .. .. .. .. .. .. .. .. .. .. .. .. .. .. .. .. .. .. .. .. .. .. .. .. .. .. .. .. .. .. .. .. .. .. .. .. .. .. .. .. .. .. .. .. .. .. .. .. .. .. .. .. .. .. .. .. .. .. .. .. .. .. .. .. .. .. .. .. .. .. .. .. .. .. .. .. .. .. (152, 276, 1818, 286)
entry-page: 166 (1916, 313, 1929, 323)
entry-page: 179 (1925, 363, 1939, 372)
chapter-title: Панели (157, 46, 192, 57)
entry-title: Определение свойств зависимости (132, 363, 257, 372)
toc-entry (132, 289, 1827, 298)
toc-entry (132, 195, 1922, 204)
running-title: Содержание (140, 25, 185, 34)
entry-page: 203 (1937, 433, 1950, 442)
entry-page: 158 (1814, 289, 1827, 298)
entry-page: 119 (1917, 97, 1930, 106)
entry-page: 166 (1903, 325, 1916, 335)
toc-entry (132, 457, 1951, 466)
dot-leader: .. .. .. .. .. .. .. .. .. .. .. .. .. .. .. .. .. .. .. .. .. .. .. .. .. .. .. .. .. .. .. .. .. .. .. .. .. .. .. .. .. .. .. .. .. .. .. .. .. .. .. .. .. .. .. .. .. .. .. .. .. .. .. .. .. .. .. .. .. .. .. .. .. .. .. .. .. .. .. .. .. .. .. .. .. .. .. .. .. .. .. .. .. .. .. .. .. .. .. .. .. .. .. .. .. .. .. .. .. .. .. .. .. .. .. .. .. .. .. .. .. .. .. .. .. .. .. .. .. .. .. .. .. .. .. .. .. .. .. .. .. .. .. .. .. .. .. .. .. .. .. .. .. .. .. .. .. .. .. .. .. .. .. .. .. .. .. .. .. .. .. .. .. .. .. .. .. .. .. .. .. .. .. .. .. .. .. .. .. .. .. .. .. .. .. .. .. .. .. .. (221, 469, 1886, 478)
entry-title: Ввод с клавиатуры и TextBox (132, 387, 235, 396)
toc-entry (132, 276, 1832, 286)
entry-title: Оповещения привязок данных (132, 445, 240, 454)
entry-page: 131 (1946, 134, 1959, 143)
dot-leader: .. .. .. .. .. .. .. .. .. .. .. .. .. .. .. .. .. .. .. .. .. .. .. .. .. .. .. .. .. .. .. .. .. .. .. .. .. .. .. .. .. .. .. .. .. .. .. .. .. .. .. .. .. .. .. .. .. .. .. .. .. .. .. .. .. .. .. .. .. .. .. .. .. .. .. .. .. .. .. .. .. .. .. .. .. .. .. .. .. .. .. .. .. .. .. .. .. .. .. .. .. .. .. .. .. .. .. .. .. .. .. .. .. .. .. .. .. .. .. .. .. .. .. .. .. .. .. .. .. .. .. .. .. .. .. .. .. .. .. .. .. .. .. .. .. .. .. .. .. .. .. .. .. .. .. .. .. .. .. .. .. .. .. .. .. .. .. .. .. .. .. .. .. .. .. .. .. .. .. .. .. .. .. .. .. .. .. .. .. .. .. .. .. .. .. .. .. .. .. .. (165, 219, 1830, 229)
toc-entry (132, 313, 1929, 323)
toc-entry (132, 109, 1985, 118)
entry-page: 137 (1904, 170, 1917, 180)
toc-entry (132, 146, 1915, 155)
dot-leader: .. .. .. .. .. .. .. .. .. .. .. .. .. .. .. .. .. .. .. .. .. .. .. .. .. .. .. .. .. .. .. .. .. .. .. .. .. .. .. .. .. .. .. .. .. .. .. .. .. .. .. .. .. .. .. .. .. .. .. .. .. .. .. .. .. .. .. .. .. .. .. .. .. .. .. .. .. .. .. .. .. .. .. .. .. .. .. .. .. .. .. .. .. .. .. .. .. .. .. .. .. .. .. .. .. .. .. .. .. .. .. .. .. .. .. .. .. .. .. .. .. .. .. .. .. .. .. .. .. .. .. .. .. .. .. .. .. .. .. .. .. .. .. .. .. .. .. .. .. .. .. .. .. .. .. .. .. .. .. .. .. .. .. .. .. .. .. .. .. .. .. .. .. .. .. .. .. .. .. .. .. .. .. .. .. .. .. .. .. .. .. .. .. .. .. .. .. .. .. .. (264, 338, 1929, 347)
entry-page: 135 (1956, 158, 1969, 168)
